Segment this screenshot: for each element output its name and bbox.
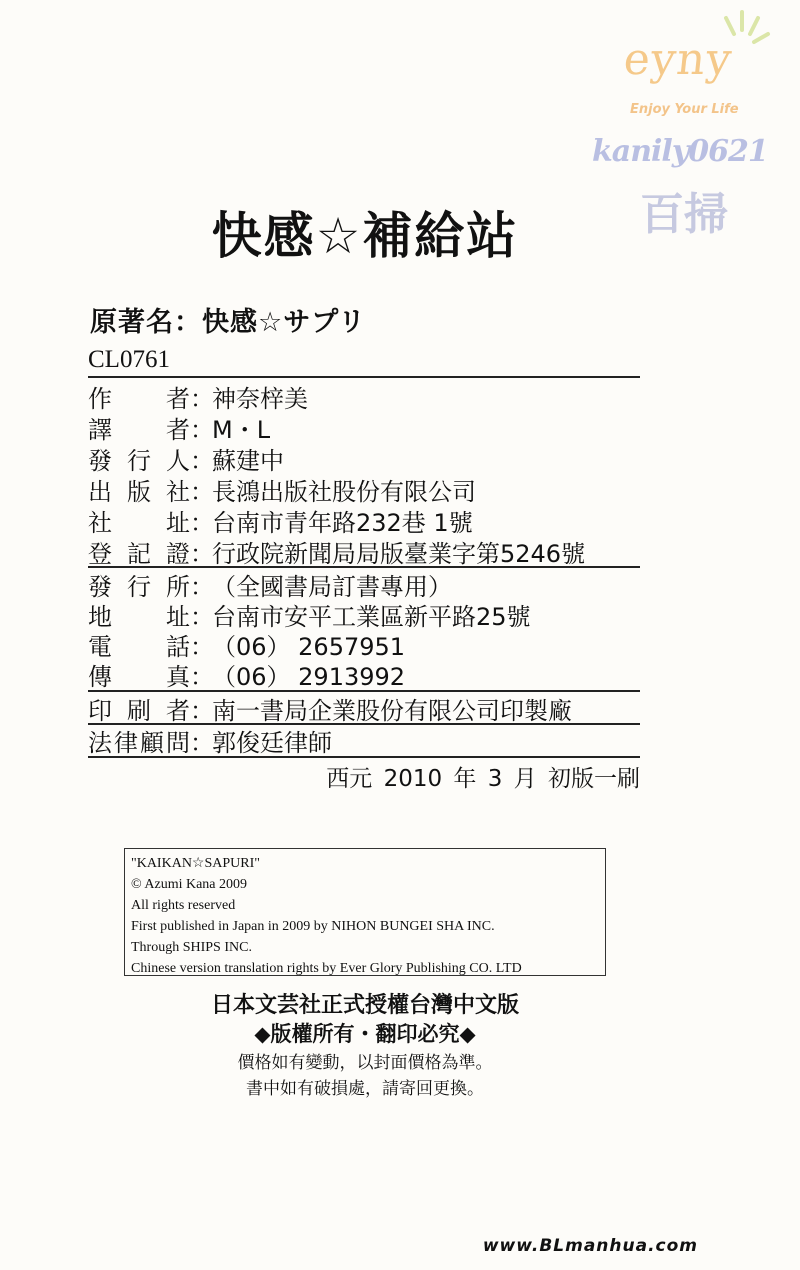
colon: ： <box>190 662 214 691</box>
imprint-value: 台南市安平工業區新平路25號 <box>212 602 531 631</box>
imprint-label <box>88 410 190 445</box>
copyright-line: Chinese version translation rights by Ever Glory Publishing CO. LTD <box>131 961 522 976</box>
imprint-label-char: 律 <box>114 728 138 757</box>
imprint-label-char: 記 <box>127 539 151 568</box>
imprint-value: （全國書局訂書專用） <box>212 572 452 601</box>
imprint-label-char: 問 <box>166 728 190 757</box>
imprint-label-char: 版 <box>127 477 151 506</box>
imprint-label-char: 傳 <box>88 662 112 691</box>
imprint-label-char: 作 <box>88 384 112 413</box>
colon: ： <box>190 477 214 506</box>
imprint-label <box>88 379 190 414</box>
watermark-brand: eyny <box>621 34 735 85</box>
colon: ： <box>190 728 214 757</box>
imprint-value: 郭俊廷律師 <box>212 728 332 757</box>
imprint-row <box>88 568 452 600</box>
imprint-label-char: 址 <box>166 508 190 537</box>
colon: ： <box>190 508 214 537</box>
imprint-label-char: 者 <box>166 415 190 444</box>
imprint-label <box>88 691 190 726</box>
publication-date: 西元 2010 年 3 月 初版一刷 <box>326 766 640 792</box>
imprint-label-char: 印 <box>88 696 112 725</box>
site-url: www.BLmanhua.com <box>482 1236 698 1256</box>
imprint-label <box>88 723 190 758</box>
imprint-row <box>88 598 531 630</box>
colon: ： <box>190 572 214 601</box>
copyright-line: First published in Japan in 2009 by NIHON BUNGEI SHA INC. <box>131 919 495 934</box>
damage-note: 書中如有破損處，請寄回更換。 <box>246 1079 484 1099</box>
copyright-line: Through SHIPS INC. <box>131 940 252 955</box>
imprint-label-char: 刷 <box>127 696 151 725</box>
imprint-label-char: 譯 <box>88 415 112 444</box>
colon: ： <box>190 446 214 475</box>
copyright-box <box>124 848 606 976</box>
imprint-label-char: 登 <box>88 539 112 568</box>
imprint-row <box>88 724 332 756</box>
copyright-line: © Azumi Kana 2009 <box>131 877 248 892</box>
imprint-row <box>88 442 284 474</box>
imprint-label <box>88 472 190 507</box>
watermark-tag: 百掃 <box>640 189 728 240</box>
original-title: 原著名：快感☆サプリ <box>90 307 367 338</box>
imprint-label-char: 所 <box>166 572 190 601</box>
imprint-label-char: 真 <box>166 662 190 691</box>
imprint-label-char: 電 <box>88 632 112 661</box>
imprint-row <box>88 628 405 660</box>
imprint-row <box>88 535 585 567</box>
imprint-row <box>88 504 473 536</box>
imprint-row <box>88 658 405 690</box>
watermark-user: kanily0621 <box>592 134 768 169</box>
imprint-row <box>88 473 476 505</box>
colon: ： <box>190 696 214 725</box>
imprint-label-char: 顧 <box>140 728 164 757</box>
imprint-value: （06） 2913992 <box>212 662 406 691</box>
imprint-label <box>88 503 190 538</box>
authorization-notice: 日本文芸社正式授權台灣中文版 <box>210 993 519 1018</box>
colon: ： <box>190 384 214 413</box>
imprint-value: 神奈梓美 <box>212 384 308 413</box>
imprint-row <box>88 692 572 724</box>
imprint-label-char: 者 <box>166 696 190 725</box>
colon: ： <box>190 539 214 568</box>
rights-reserved: ◆版權所有・翻印必究◆ <box>254 1022 476 1046</box>
imprint-label-char: 證 <box>166 539 190 568</box>
imprint-label-char: 社 <box>88 508 112 537</box>
imprint-label <box>88 441 190 476</box>
colon: ： <box>190 415 214 444</box>
divider <box>88 756 640 758</box>
imprint-label-char: 社 <box>166 477 190 506</box>
price-note: 價格如有變動，以封面價格為準。 <box>237 1053 493 1073</box>
imprint-label <box>88 657 190 692</box>
imprint-value: 台南市青年路232巷 1號 <box>212 508 473 537</box>
imprint-label-char: 地 <box>88 602 112 631</box>
watermark-slogan: Enjoy Your Life <box>630 102 739 117</box>
imprint-label-char: 話 <box>166 632 190 661</box>
imprint-label-char: 發 <box>88 572 112 601</box>
imprint-label-char: 者 <box>166 384 190 413</box>
colon: ： <box>190 602 214 631</box>
imprint-label-char: 人 <box>166 446 190 475</box>
imprint-label-char: 發 <box>88 446 112 475</box>
imprint-label-char: 法 <box>88 728 112 757</box>
imprint-row <box>88 411 270 443</box>
imprint-value: 蘇建中 <box>212 446 284 475</box>
imprint-value: （06） 2657951 <box>212 632 406 661</box>
imprint-value: M・L <box>212 415 271 444</box>
catalog-code: CL0761 <box>88 346 170 373</box>
imprint-label-char: 行 <box>127 572 151 601</box>
imprint-label-char: 出 <box>88 477 112 506</box>
imprint-value: 長鴻出版社股份有限公司 <box>212 477 476 506</box>
imprint-label-char: 行 <box>127 446 151 475</box>
book-title: 快感☆補給站 <box>211 207 519 265</box>
imprint-value: 行政院新聞局局版臺業字第5246號 <box>212 539 586 568</box>
imprint-row <box>88 380 308 412</box>
colon: ： <box>190 632 214 661</box>
imprint-label <box>88 534 190 569</box>
imprint-label-char: 址 <box>166 602 190 631</box>
copyright-line: "KAIKAN☆SAPURI" <box>131 856 260 871</box>
imprint-value: 南一書局企業股份有限公司印製廠 <box>212 696 572 725</box>
copyright-line: All rights reserved <box>131 898 236 913</box>
